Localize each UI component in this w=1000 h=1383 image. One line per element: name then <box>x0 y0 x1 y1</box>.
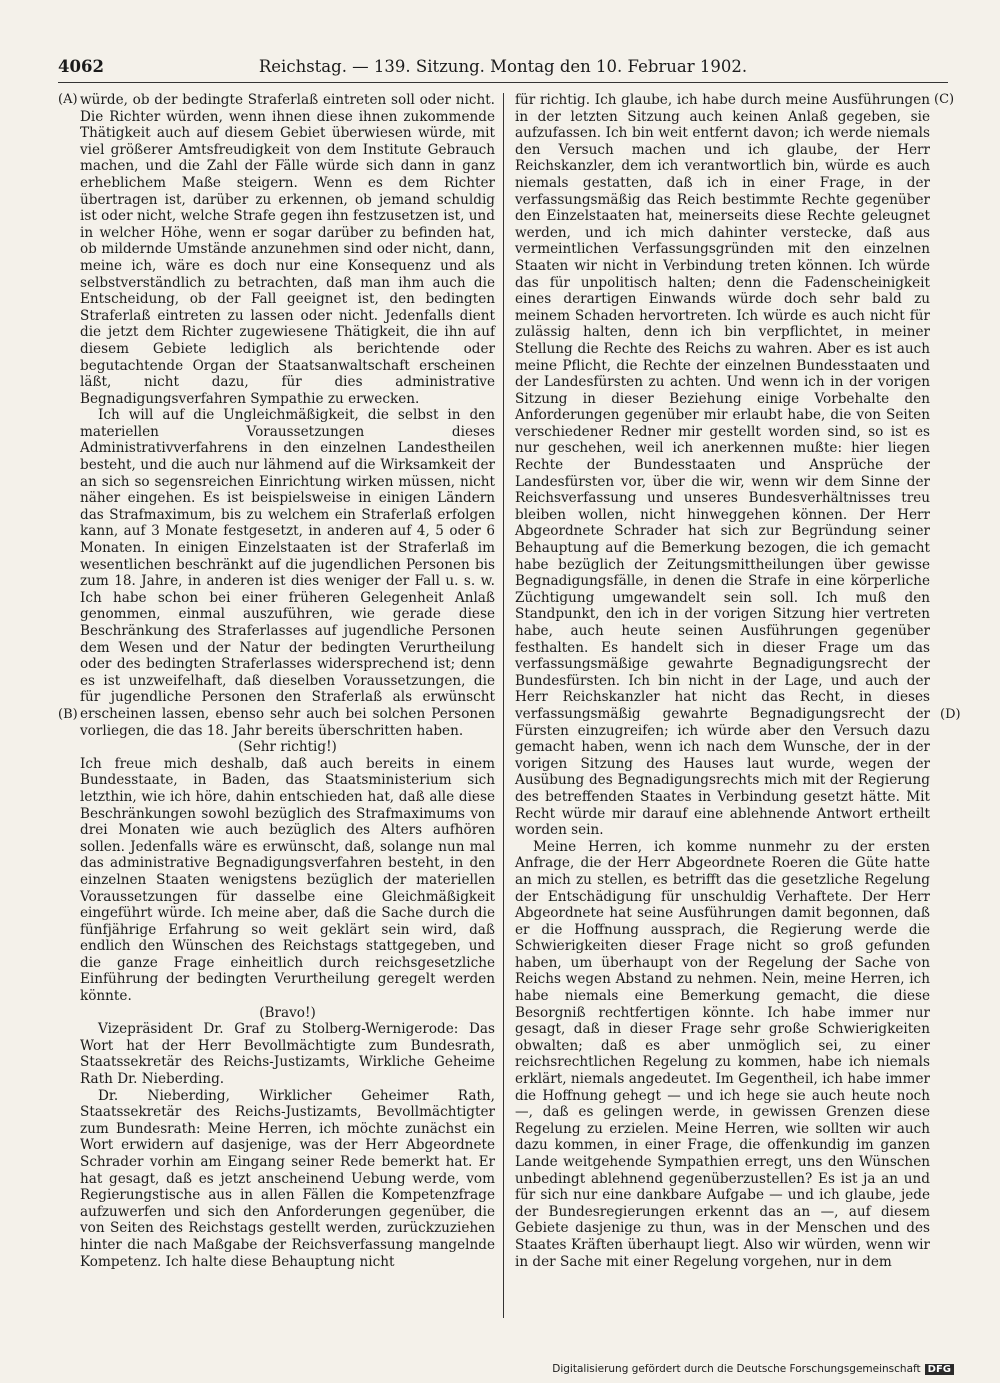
paragraph: Meine Herren, ich komme nunmehr zu der ersten Anfrage, die der Herr Abgeordnete Roeren die Güte hatte an mich zu stellen, es betrifft das die gesetzliche Regelung der Entschädigung für unschuldig Verhaftete. Der Herr Abgeordnete hat seine Ausführungen damit begonnen, daß er die Hoffnung aussprach, die Regierung werde die Schwierigkeiten dieser Frage nicht so groß gefunden haben, um überhaupt von der Regelung der Sache von Reichs wegen Abstand zu nehmen. Nein, meine Herren, ich habe niemals eine Bemerkung gemacht, die diese Besorgniß rechtfertigen könnte. Ich habe immer nur gesagt, daß in dieser Frage sehr große Schwierigkeiten obwalten; daß es aber unmöglich sei, zu einer reichsrechtlichen Regelung zu kommen, habe ich niemals erklärt, niemals angedeutet. Im Gegentheil, ich habe immer die Hoffnung gehegt — und ich hege sie auch heute noch —, daß es gelingen werde, in gewissen Grenzen diese Regelung zu erzielen. Meine Herren, wie sollten wir auch dazu kommen, in einer Frage, die offenkundig im ganzen Lande weitgehende Sympathien erregt, uns den Wünschen unbedingt ablehnend gegenüberzustellen? Es ist ja an und für sich nur eine dankbare Aufgabe — und ich glaube, jede der Bundesregierungen erkennt das an —, auf diesem Gebiete dasjenige zu thun, was in der Menschen und des Staates Kräften überhaupt liegt. Also wir würden, wenn wir in der Sache mit einer Regelung vorgehen, nur in dem <box>515 838 930 1270</box>
paragraph: Ich will auf die Ungleichmäßigkeit, die selbst in den materiellen Voraussetzungen dieses Administrativverfahrens in den einzelnen Landestheilen besteht, und die auch nur lähmend auf die Wirksamkeit der an sich so segensreichen Einrichtung wirken müssen, nicht näher eingehen. Es ist beispielsweise in einigen Ländern das Strafmaximum, bis zu welchem ein Straferlaß erfolgen kann, auf 3 Monate festgesetzt, in anderen auf 4, 5 oder 6 Monaten. In einigen Einzelstaaten ist der Straferlaß im wesentlichen beschränkt auf die jugendlichen Personen bis zum 18. Jahre, in anderen ist dies weniger der Fall u. s. w. Ich habe schon bei einer früheren Gelegenheit Anlaß genommen, einmal auszuführen, wie gerade diese Beschränkung des Straferlasses auf jugendliche Personen dem Wesen und der Natur der bedingten Verurtheilung oder des bedingten Straferlasses widersprechend ist; denn es ist unzweifelhaft, daß dieselben Voraussetzungen, die für jugendliche Personen den Straferlaß als erwünscht erscheinen lassen, ebenso sehr auch bei solchen Personen vorliegen, die das 18. Jahr bereits überschritten haben. <box>80 407 495 739</box>
page-footer <box>552 1363 954 1375</box>
paragraph: für richtig. Ich glaube, ich habe durch meine Ausführungen in der letzten Sitzung auch keinen Anlaß gegeben, sie aufzufassen. Ich bin weit entfernt davon; ich werde niemals den Versuch machen und ich glaube, der Herr Reichskanzler, dem ich verantwortlich bin, würde es auch niemals gestatten, daß ich in einer Frage, in der verfassungsmäßig das Reich bestimmte Rechte gegenüber den Einzelstaaten hat, meinerseits diese Rechte geleugnet werden, und ich mich dahinter verstecke, daß aus vermeintlichen Verfassungsgründen mit den einzelnen Staaten wir nicht in Verbindung treten können. Ich würde das für unpolitisch halten; denn die Fadenscheinigkeit eines derartigen Einwands würde doch sehr bald zu meinem Schaden hervortreten. Ich würde es auch nicht für zulässig halten, denn ich bin verpflichtet, in meiner Stellung die Rechte des Reichs zu wahren. Aber es ist auch meine Pflicht, die Rechte der einzelnen Bundesstaaten und der Landesfürsten zu achten. Und wenn ich in der vorigen Sitzung in dieser Beziehung einige Vorbehalte den Anforderungen gegenüber mir erlaubt habe, die von Seiten verschiedener Redner mir gestellt worden sind, so ist es nur geschehen, weil ich anerkennen mußte: hier liegen Rechte der Bundesstaaten und Ansprüche der Landesfürsten vor, über die wir, wenn wir dem Sinne der Reichsverfassung und unseres Bundesverhältnisses treu bleiben wollen, nicht hinweggehen können. Der Herr Abgeordnete Schrader hat sich zur Begründung seiner Behauptung auf die Bemerkung bezogen, die ich gemacht habe bezüglich der Zeitungsmittheilungen über gewisse Begnadigungsfälle, in denen die Strafe in eine körperliche Züchtigung umgewandelt sein soll. Ich muß den Standpunkt, den ich in der vorigen Sitzung hier vertreten habe, auch heute seinen Ausführungen gegenüber festhalten. Es handelt sich in dieser Frage um das verfassungsmäßige gewahrte Begnadigungsrecht der Bundesfürsten. Ich bin nicht in der Lage, und auch der Herr Reichskanzler hat nicht das Recht, in dieses verfassungsmäßig gewahrte Begnadigungsrecht der Fürsten einzugreifen; ich würde aber den Versuch dazu gemacht haben, wenn ich nach dem Wunsche, der in der vorigen Sitzung des Hauses laut wurde, wegen der Ausübung des Begnadigungsrechts mich mit der Regierung des betreffenden Staates in Verbindung gesetzt hätte. Mit Recht würde mir darauf eine ablehnende Antwort ertheilt worden sein. <box>515 92 930 839</box>
paragraph: würde, ob der bedingte Straferlaß eintreten soll oder nicht. Die Richter würden, wenn ihnen diese ihnen zukommende Thätigkeit auch auf diesem Gebiet überwiesen würde, mit viel größerer Amtsfreudigkeit von dem Institute Gebrauch machen, und die Zahl der Fälle würde sich dann in ganz erheblichem Maße steigern. Wenn es dem Richter übertragen ist, darüber zu erkennen, ob jemand schuldig ist oder nicht, welche Strafe gegen ihn festzusetzen ist, und in welcher Höhe, wenn er sogar darüber zu befinden hat, ob mildernde Umstände anzunehmen sind oder nicht, dann, meine ich, wäre es doch nur eine Konsequenz und als selbstverständlich zu betrachten, daß man ihm auch die Entscheidung, ob der Fall geeignet ist, den bedingten Straferlaß eintreten zu lassen oder nicht. Jedenfalls dient die jetzt dem Richter zugewiesene Thätigkeit, die ihn auf diesem Gebiete lediglich als berichtende oder begutachtende Organ der Staatsanwaltschaft erscheinen läßt, nicht dazu, für dies administrative Begnadigungsverfahren Sympathie zu erwecken. <box>80 92 495 407</box>
margin-marker-b: (B) <box>58 707 78 722</box>
interjection: (Bravo!) <box>259 1004 316 1021</box>
margin-marker-c: (C) <box>934 92 955 107</box>
page-number: 4062 <box>58 57 104 76</box>
paragraph: Ich freue mich deshalb, daß auch bereits in einem Bundesstaate, in Baden, das Staatsministerium sich letzthin, wie ich höre, dahin entschieden hat, daß alle diese Beschränkungen sowohl bezüglich des Strafmaximums von drei Monaten wie auch bezüglich des Alters aufhören sollen. Jedenfalls wäre es erwünscht, daß, solange nun mal das administrative Begnadigungsverfahren besteht, in den einzelnen Staaten wenigstens bezüglich der materiellen Voraussetzungen für dasselbe eine Gleichmäßigkeit eingeführt würde. Ich meine aber, daß die Sache durch die fünfjährige Erfahrung so weit geklärt sein wird, daß endlich den Wünschen des Reichstags stattgegeben, und die ganze Frage einheitlich durch reichsgesetzliche Einführung der bedingten Verurtheilung geregelt werden könnte. <box>80 755 495 1005</box>
margin-marker-d: (D) <box>940 707 961 722</box>
right-column <box>515 92 930 1270</box>
left-column <box>80 92 495 1270</box>
dfg-logo: DFG <box>925 1364 954 1375</box>
speaker-paragraph: Vizepräsident Dr. Graf zu Stolberg-Wernigerode: Das Wort hat der Herr Bevollmächtigte zum Bundesrath, Staatssekretär des Reichs-Justizamts, Wirkliche Geheime Rath Dr. Nieberding. <box>80 1021 495 1088</box>
speaker-paragraph: Dr. Nieberding, Wirklicher Geheimer Rath, Staatssekretär des Reichs-Justizamts, Bevollmächtigter zum Bundesrath: Meine Herren, ich möchte zunächst ein Wort erwidern auf dasjenige, was der Herr Abgeordnete Schrader vorhin am Eingang seiner Rede bemerkt hat. Er hat gesagt, daß es jetzt anscheinend Uebung werde, vom Regierungstische aus in allen Fällen die Kompetenzfrage aufzuwerfen und sich den Anforderungen gegenüber, die von Seiten des Reichstags gestellt werden, zurückzuziehen hinter die nach Maßgabe der Reichsverfassung mangelnde Kompetenz. Ich halte diese Behauptung nicht <box>80 1087 495 1270</box>
column-divider <box>503 93 504 1318</box>
interjection: (Sehr richtig!) <box>238 739 337 756</box>
header-rule <box>58 82 948 83</box>
margin-marker-a: (A) <box>58 92 78 107</box>
page-header <box>58 54 948 80</box>
page-title: Reichstag. — 139. Sitzung. Montag den 10. Februar 1902. <box>258 57 748 76</box>
footer-text: Digitalisierung gefördert durch die Deutsche Forschungsgemeinschaft <box>552 1363 921 1375</box>
